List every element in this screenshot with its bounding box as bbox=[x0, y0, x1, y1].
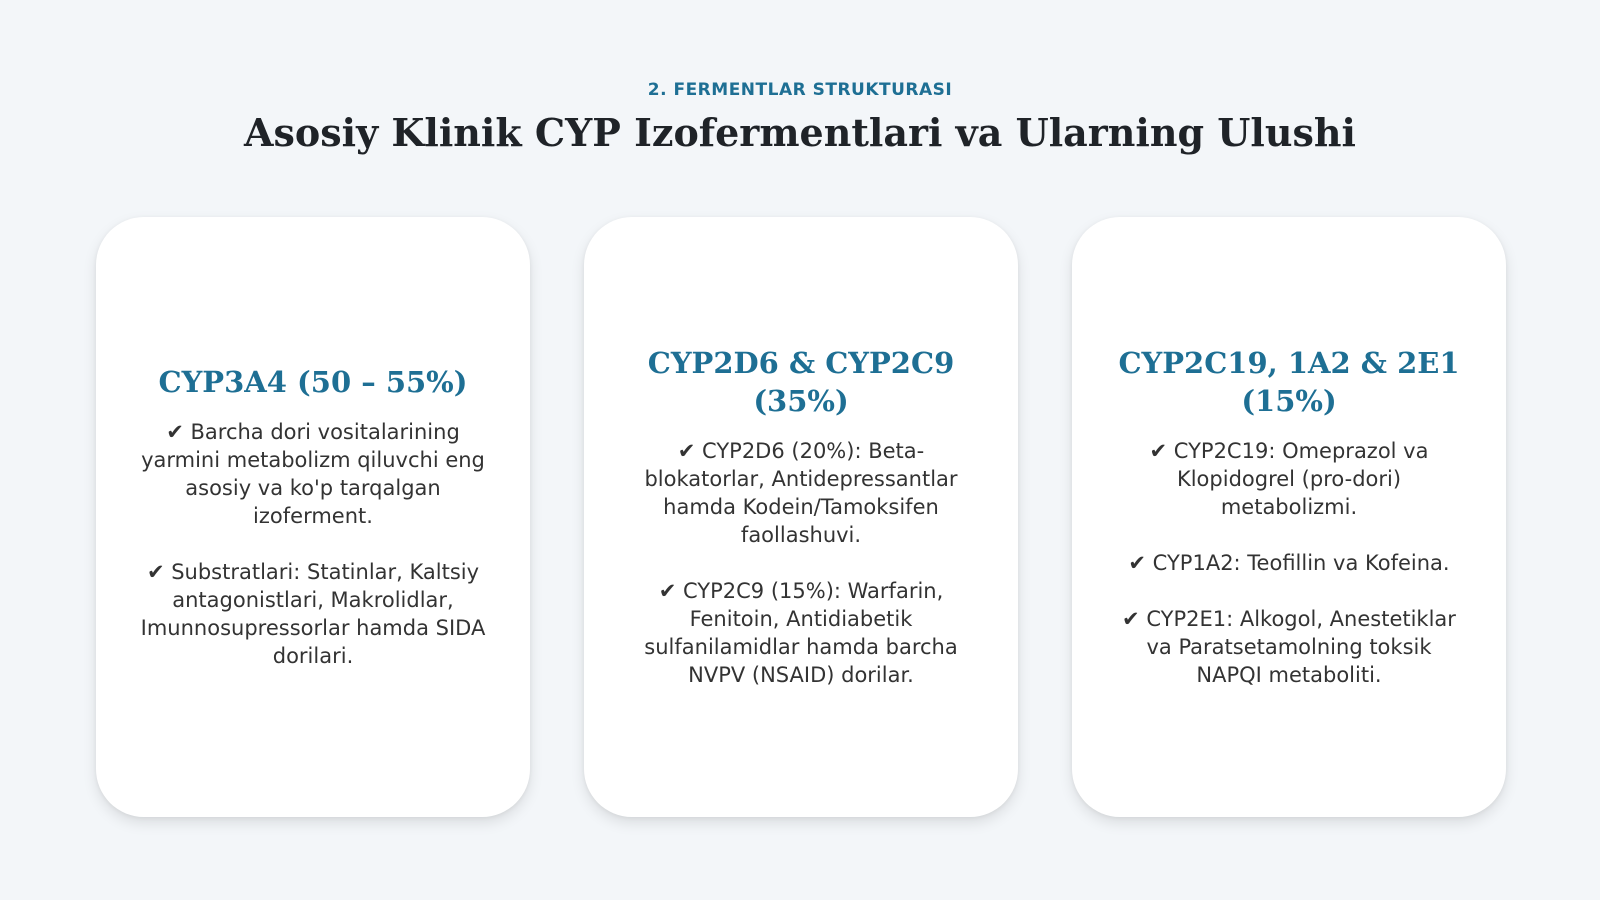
card-title: CYP3A4 (50 – 55%) bbox=[158, 365, 468, 400]
section-label: 2. FERMENTLAR STRUKTURASI bbox=[647, 80, 953, 100]
card-cyp2d6-cyp2c9 bbox=[584, 217, 1018, 817]
card-item: ✔ CYP2C9 (15%): Warfarin, Fenitoin, Antidiabetik sulfanilamidlar hamda barcha NVPV (NSAID) dorilar. bbox=[644, 578, 958, 687]
slide-header bbox=[0, 0, 1600, 156]
cards-row bbox=[96, 217, 1506, 817]
card-item: ✔ CYP2D6 (20%): Beta-blokatorlar, Antidepressantlar hamda Kodein/Tamoksifen faollashuvi. bbox=[644, 438, 958, 547]
card-title: CYP2C19, 1A2 & 2E1 (15%) bbox=[1118, 346, 1460, 418]
card-title: CYP2D6 & CYP2C9 (35%) bbox=[647, 346, 955, 418]
card-item: ✔ CYP2C19: Omeprazol va Klopidogrel (pro-dori) metabolizmi. bbox=[1149, 438, 1429, 519]
card-item: ✔ CYP2E1: Alkogol, Anestetiklar va Paratsetamolning toksik NAPQI metaboliti. bbox=[1122, 606, 1456, 687]
card-item: ✔ Substratlari: Statinlar, Kaltsiy antagonistlari, Makrolidlar, Imunnosupressorlar hamda SIDA dorilari. bbox=[140, 559, 486, 668]
card-item: ✔ Barcha dori vositalarining yarmini metabolizm qiluvchi eng asosiy va ko'p tarqalgan izoferment. bbox=[141, 419, 485, 528]
page-title: Asosiy Klinik CYP Izofermentlari va Ularning Ulushi bbox=[244, 110, 1356, 155]
card-cyp2c19-1a2-2e1 bbox=[1072, 217, 1506, 817]
card-item: ✔ CYP1A2: Teofillin va Kofeina. bbox=[1128, 550, 1450, 575]
card-cyp3a4 bbox=[96, 217, 530, 817]
